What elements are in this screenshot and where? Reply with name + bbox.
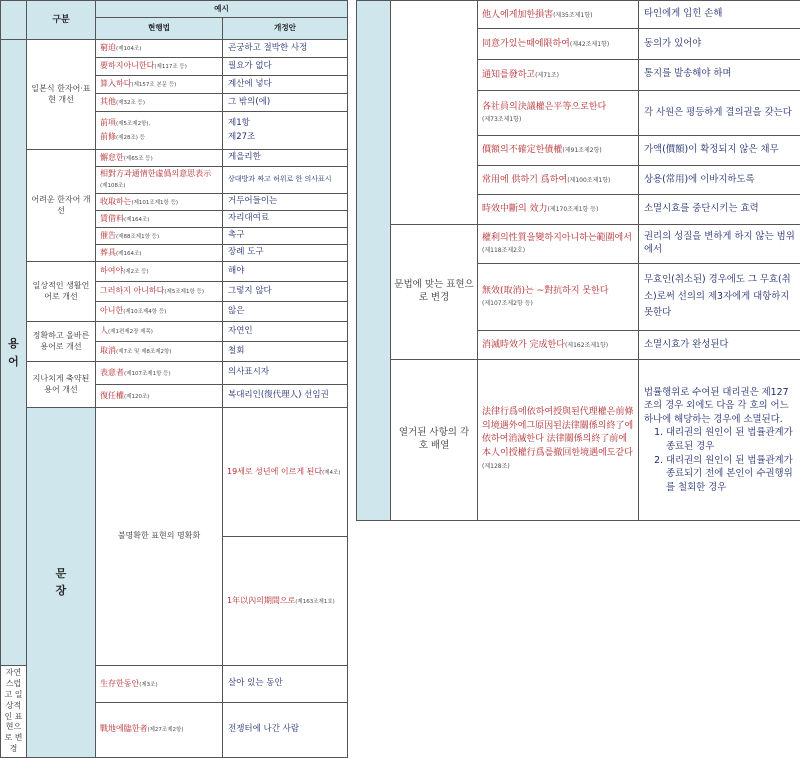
revision-cell: 곤궁하고 절박한 사정 [223,40,348,58]
current-law-cell: 그러하지 아니하다(제5조제1항 등) [96,282,223,302]
current-law-cell: 하여야(제2조 등) [96,262,223,282]
revision-cell: 필요가 없다 [223,58,348,76]
revision-cell: 상용(常用)에 이바지하도록 [639,165,800,195]
revision-item: 2. 대리권의 원인이 된 법률관계가 종료되기 전에 본인이 수권행위를 철회한 경우 [666,454,795,495]
category-col-header [1,1,27,40]
header-current-law: 현행법 [96,18,223,40]
revision-cell: 통지를 발송해야 하며 [639,60,800,91]
subgroup-label: 문법에 맞는 표현으로 변경 [391,224,478,359]
current-law-cell: 窮迫(제104조) [96,40,223,58]
current-law-cell: 復任權(제120조) [96,385,223,408]
subgroup-label: 열거된 사항의 각 호 배열 [391,360,478,521]
current-law-cell: 價額의不確定한債權(제91조제2항) [478,136,639,166]
revision-cell: 소멸시효가 완성된다 [639,330,800,360]
current-law-cell: 賃借料(제164조) [96,211,223,228]
current-law-cell: 催告(제88조제1항 등) [96,228,223,245]
current-law-cell: 他人에게加한損害(제35조제1항) [478,1,639,29]
category-terms: 용 어 [1,40,27,666]
current-law-cell: 各社員의決議權은平等으로한다 (제73조제1항) [478,90,639,136]
revision-cell: 제1항 제27조 [223,112,348,150]
current-law-cell: 人(제1편제2장 제목) [96,322,223,342]
revision-cell: 계산에 넣다 [223,76,348,94]
header-example: 예시 [96,1,348,18]
revision-cell: 전쟁터에 나간 사람 [223,702,348,757]
revision-cell: 소멸시효를 중단시키는 효력 [639,195,800,225]
subgroup-label: 일본식 한자어·표현 개선 [27,40,96,150]
revision-cell: 해야 [223,262,348,282]
revision-cell: 게을리한 [223,150,348,167]
header-revision: 개정안 [223,18,348,40]
current-law-cell: 아니한(제10조제4항 등) [96,302,223,322]
subgroup-label: 정확하고 올바른 용어로 개선 [27,322,96,362]
revision-item: 1. 대리권의 원인이 된 법률관계가 종료된 경우 [666,426,795,453]
revision-cell: 자연인 [223,322,348,342]
current-law-cell: 收取하는(제101조제1항 등) [96,194,223,211]
current-law-cell: 通知를發하고(제71조) [478,60,639,91]
category-sentences: 문 장 [27,408,96,758]
current-law-cell: 懈怠한(제65조 등) [96,150,223,167]
current-law-cell: 前項(제5조제2항), 前條(제28조) 등 [96,112,223,150]
revision-cell: 각 사원은 평등하게 결의권을 갖는다 [639,90,800,136]
subgroup-label [391,1,478,225]
current-law-cell: 時效中斷의 效力(제170조제1항 등) [478,195,639,225]
revision-cell: 가액(價額)이 확정되지 않은 채무 [639,136,800,166]
revision-cell: 자리대여료 [223,211,348,228]
revision-cell: 의사표시자 [223,362,348,385]
current-law-cell: 相對方과通情한虛僞의意思表示 (제108조) [96,167,223,194]
subgroup-label: 지나치게 축약된 용어 개선 [27,362,96,408]
revision-cell: 장례 도구 [223,245,348,262]
revision-cell: 그렇지 않다 [223,282,348,302]
current-law-cell: 表意者(제107조제1항 등) [96,362,223,385]
revision-cell: 그 밖의(에) [223,94,348,112]
current-law-cell: 算入하다(제157조 본문 등) [96,76,223,94]
revision-cell: 살아 있는 동안 [223,666,348,703]
left-comparison-table [0,0,347,521]
current-law-cell: 同意가있는때에限하여(제42조제1항) [478,29,639,60]
revision-item-list [666,426,795,494]
category-sentences-continued [357,1,391,521]
current-law-cell: 常用에 供하기 爲하여(제100조제1항) [478,165,639,195]
subgroup-label: 자연스럽고 일상적인 표현으로 변경 [1,666,27,757]
revision-cell: 거두어들이는 [223,194,348,211]
current-law-cell: 要하지아니한다(제117조 등) [96,58,223,76]
current-law-cell: 19세로 성년에 이르게 된다(제4조) [223,408,348,537]
revision-cell: 촉구 [223,228,348,245]
current-law-cell: 權利의性質을變하지아니하는範圍에서(제118조제2호) [478,224,639,264]
revision-cell: 복대리인(復代理人) 선임권 [223,385,348,408]
revision-cell: 법률행위로 수여된 대리권은 제127조의 경우 외에도 다음 각 호의 어느 하나에 해당하는 경우에 소멸된다. 1. 대리권의 원인이 된 법률관계가 종료된 경우 2. 대리권의 원인이 된 법률관계가 종료되기 전에 본인이 수권행위를 철회한 경우 [639,360,800,521]
current-law-cell: 生存한동안(제3조) [96,666,223,703]
subgroup-label: 일상적인 생활언어로 개선 [27,262,96,322]
current-law-cell: 葬具(제164조) [96,245,223,262]
revision-cell: 않은 [223,302,348,322]
revision-cell: 철회 [223,342,348,362]
subgroup-label: 불명확한 표현의 명확화 [96,408,223,666]
revision-cell: 상대방과 짜고 허위로 한 의사표시 [223,167,348,194]
current-law-cell: 法律行爲에依하여授與된代理權은前條의境遇外에그原因된法律關係의終了에依하여消滅한다 法律關係의終了前에本人이授權行爲를撤回한境遇에도같다(제128조) [478,360,639,521]
current-law-cell: 取消(제7조 및 제8조제2항) [96,342,223,362]
current-law-cell: 1年以內의期間으로(제163조제1호) [223,537,348,666]
revision-cell: 무효인(취소된) 경우에도 그 무효(취소)로써 선의의 제3자에게 대항하지 못한다 [639,264,800,330]
revision-cell: 동의가 있어야 [639,29,800,60]
current-law-cell: 戰地에臨한者(제27조제2항) [96,702,223,757]
current-law-cell: 消滅時效가 完成한다(제162조제1항) [478,330,639,360]
revision-cell: 타인에게 입힌 손해 [639,1,800,29]
right-comparison-table [356,0,800,521]
subgroup-label: 어려운 한자어 개선 [27,150,96,262]
header-category: 구분 [27,1,96,40]
revision-cell: 권리의 성질을 변하게 하지 않는 범위에서 [639,224,800,264]
current-law-cell: 無效(取消)는 ~對抗하지 못한다 (제107조제2항 등) [478,264,639,330]
current-law-cell: 其他(제32조 등) [96,94,223,112]
